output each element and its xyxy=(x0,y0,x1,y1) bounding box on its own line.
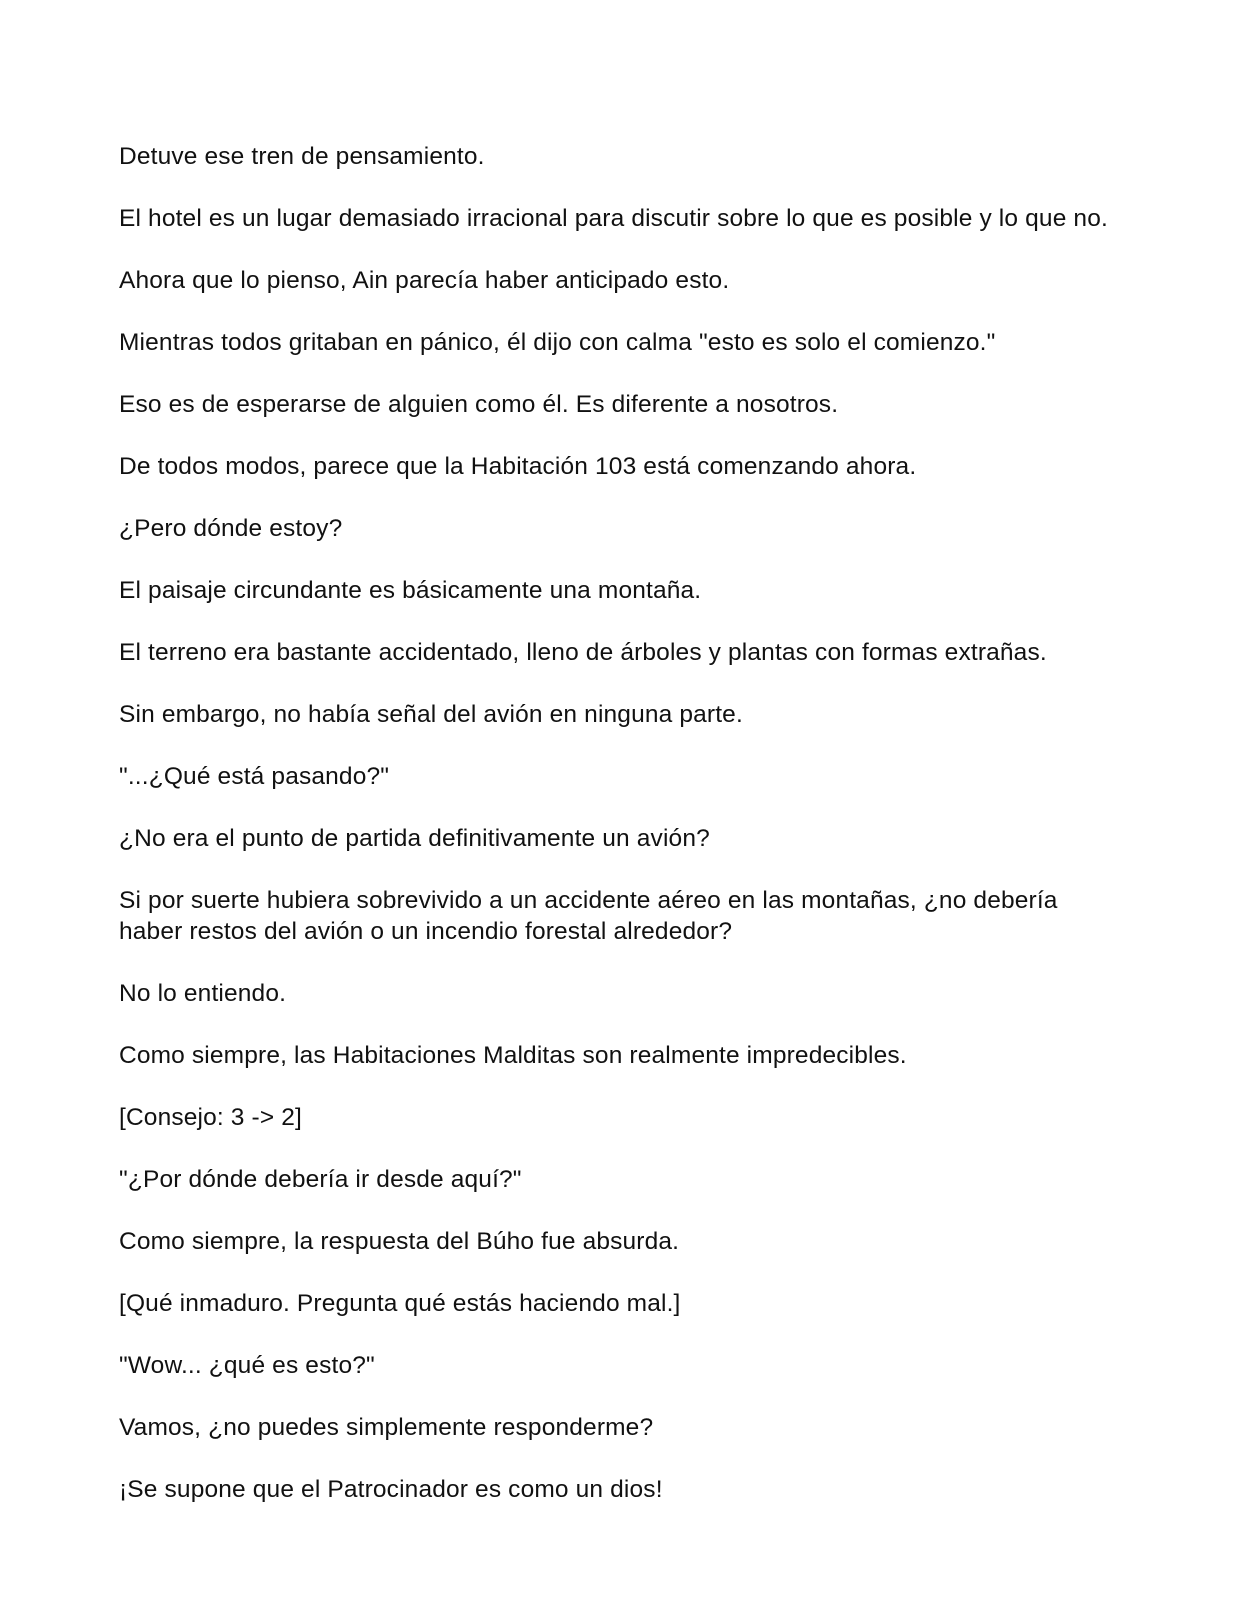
paragraph: [Qué inmaduro. Pregunta qué estás haciendo mal.] xyxy=(119,1290,681,1317)
paragraph: Detuve ese tren de pensamiento. xyxy=(119,143,485,170)
paragraph: Si por suerte hubiera sobrevivido a un accidente aéreo en las montañas, ¿no debería haber restos del avión o un incendio forestal alrededor? xyxy=(119,887,1058,945)
paragraph: Como siempre, las Habitaciones Malditas son realmente impredecibles. xyxy=(119,1042,907,1069)
paragraph: "¿Por dónde debería ir desde aquí?" xyxy=(119,1166,522,1193)
paragraph: Mientras todos gritaban en pánico, él dijo con calma "esto es solo el comienzo." xyxy=(119,329,996,356)
paragraph: Eso es de esperarse de alguien como él. Es diferente a nosotros. xyxy=(119,391,839,418)
paragraph: Como siempre, la respuesta del Búho fue absurda. xyxy=(119,1228,680,1255)
paragraph: Ahora que lo pienso, Ain parecía haber anticipado esto. xyxy=(119,267,730,294)
paragraph: Vamos, ¿no puedes simplemente responderme? xyxy=(119,1414,654,1441)
paragraph: "...¿Qué está pasando?" xyxy=(119,763,390,790)
paragraph: El hotel es un lugar demasiado irracional para discutir sobre lo que es posible y lo que no. xyxy=(119,205,1108,232)
paragraph: "Wow... ¿qué es esto?" xyxy=(119,1352,375,1379)
paragraph: No lo entiendo. xyxy=(119,980,287,1007)
paragraph: ¿Pero dónde estoy? xyxy=(119,515,343,542)
paragraph: El terreno era bastante accidentado, lleno de árboles y plantas con formas extrañas. xyxy=(119,639,1047,666)
paragraph: ¿No era el punto de partida definitivamente un avión? xyxy=(119,825,710,852)
paragraph: ¡Se supone que el Patrocinador es como un dios! xyxy=(119,1476,663,1503)
document-page xyxy=(119,141,1124,1505)
paragraph: De todos modos, parece que la Habitación 103 está comenzando ahora. xyxy=(119,453,917,480)
paragraph: El paisaje circundante es básicamente una montaña. xyxy=(119,577,702,604)
paragraph: Sin embargo, no había señal del avión en ninguna parte. xyxy=(119,701,743,728)
paragraph: [Consejo: 3 -> 2] xyxy=(119,1104,302,1131)
